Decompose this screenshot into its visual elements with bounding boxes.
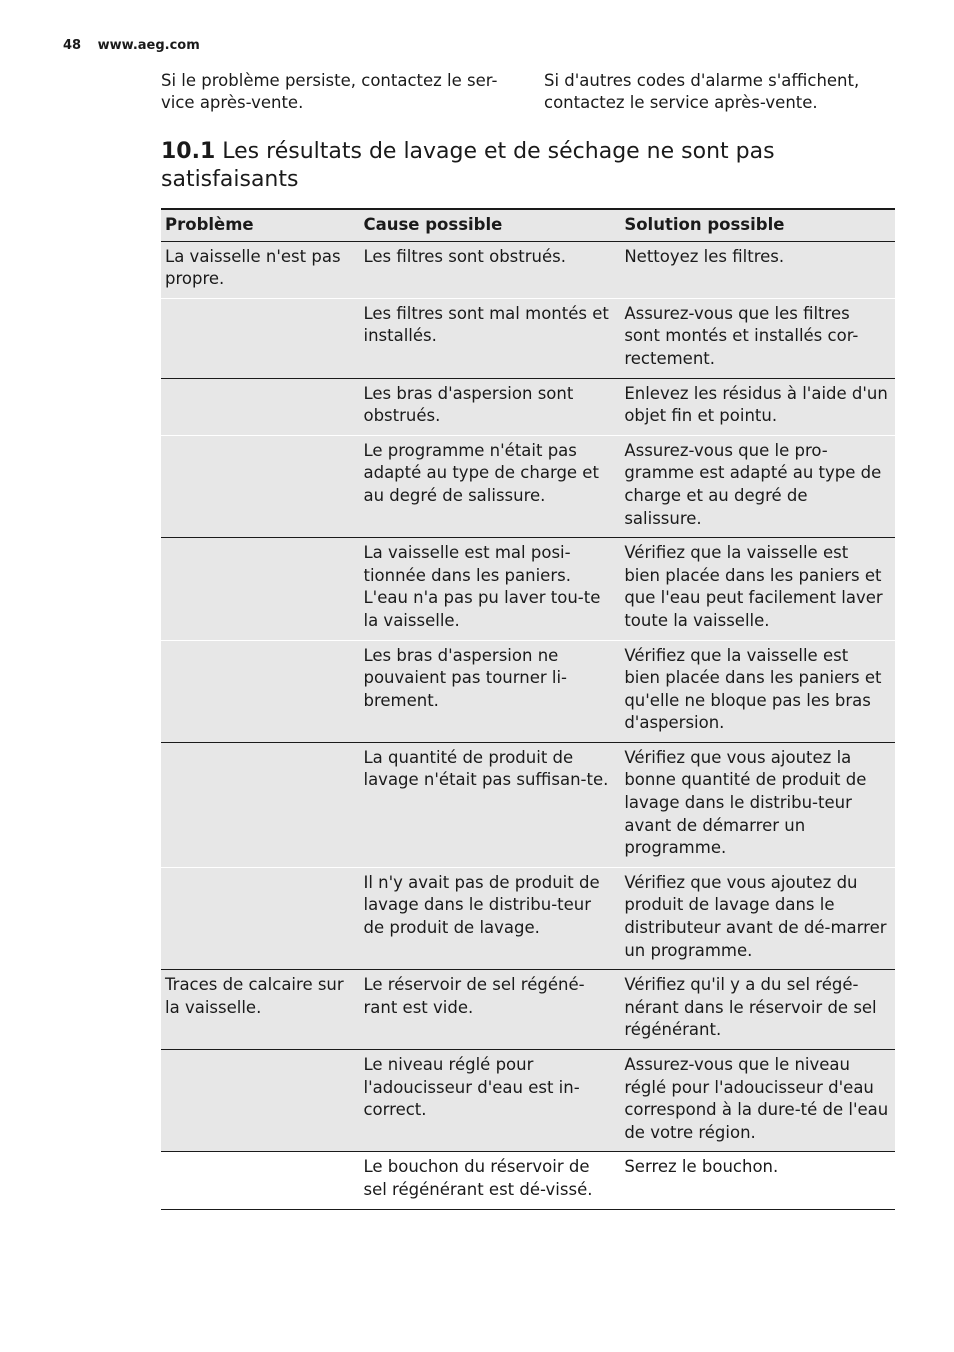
table-row: [161, 241, 895, 298]
cell-problem: [161, 538, 359, 640]
page-number: 48: [63, 38, 82, 53]
cell-cause: La vaisselle est mal posi-tionnée dans les paniers. L'eau n'a pas pu laver tou-te la vaisselle.: [363, 543, 601, 630]
cell-solution: Serrez le bouchon.: [624, 1157, 779, 1177]
table-row: [161, 867, 895, 969]
cell-cause: Il n'y avait pas de produit de lavage dans le distribu-teur de produit de lavage.: [363, 872, 600, 938]
cell-problem: [161, 867, 359, 969]
table-row: [161, 1050, 895, 1152]
cell-problem: Traces de calcaire sur la vaisselle.: [165, 975, 344, 1017]
cell-problem: [161, 1152, 359, 1209]
table-row: [161, 1152, 895, 1209]
cell-solution: Enlevez les résidus à l'aide d'un objet fin et pointu.: [624, 383, 888, 426]
cell-cause: La quantité de produit de lavage n'était pas suffisan-te.: [363, 747, 609, 790]
header-cause: Cause possible: [363, 215, 503, 234]
table-header-row: [161, 209, 895, 241]
cell-solution: Vérifiez que vous ajoutez du produit de lavage dans le distributeur avant de dé-marrer un programme.: [624, 872, 887, 960]
cell-solution: Vérifiez qu'il y a du sel régé-nérant dans le réservoir de sel régénérant.: [624, 975, 877, 1040]
page-header: [63, 38, 200, 53]
cell-problem: [161, 742, 359, 867]
cell-cause: Le bouchon du réservoir de sel régénérant est dé-vissé.: [363, 1157, 593, 1199]
table-row: [161, 742, 895, 867]
cell-cause: Le programme n'était pas adapté au type de charge et au degré de salissure.: [363, 440, 599, 505]
cell-problem: [161, 1050, 359, 1152]
cell-cause: Les bras d'aspersion ne pouvaient pas tourner li-brement.: [363, 645, 567, 710]
intro-right-text: Si d'autres codes d'alarme s'affichent, contactez le service après-vente.: [544, 71, 860, 112]
intro-left-text: Si le problème persiste, contactez le ser- vice après-vente.: [161, 71, 498, 112]
cell-cause: Les filtres sont mal montés et installés.: [363, 303, 609, 346]
table-row: [161, 970, 895, 1050]
table-row: [161, 640, 895, 742]
cell-solution: Assurez-vous que le niveau réglé pour l'adoucisseur d'eau correspond à la dure-té de l'eau de votre région.: [624, 1055, 889, 1142]
section-number: 10.1: [161, 139, 216, 164]
header-solution: Solution possible: [624, 215, 785, 234]
cell-solution: Assurez-vous que les filtres sont montés et installés cor-rectement.: [624, 303, 859, 368]
table-row: [161, 538, 895, 640]
cell-solution: Vérifiez que vous ajoutez la bonne quantité de produit de lavage dans le distribu-teur avant de démarrer un programme.: [624, 747, 867, 858]
cell-cause: Le niveau réglé pour l'adoucisseur d'eau est in-correct.: [363, 1055, 580, 1120]
cell-solution: Vérifiez que la vaisselle est bien placée dans les paniers et que l'eau peut facilement laver toute la vaisselle.: [624, 543, 883, 630]
header-problem: Problème: [165, 215, 254, 234]
cell-problem: [161, 378, 359, 435]
cell-solution: Vérifiez que la vaisselle est bien placée dans les paniers et qu'elle ne bloque pas les bras d'aspersion.: [624, 645, 882, 733]
cell-solution: Nettoyez les filtres.: [624, 246, 785, 266]
troubleshooting-table: [161, 208, 895, 1210]
table-row: [161, 435, 895, 537]
cell-problem: [161, 435, 359, 537]
cell-problem: [161, 640, 359, 742]
cell-cause: Les bras d'aspersion sont obstrués.: [363, 383, 574, 426]
section-title: [161, 138, 894, 194]
cell-cause: Le réservoir de sel régéné-rant est vide.: [363, 975, 585, 1017]
table-row: [161, 298, 895, 378]
cell-problem: [161, 298, 359, 378]
table-row: [161, 378, 895, 435]
cell-solution: Assurez-vous que le pro-gramme est adapté au type de charge et au degré de salissure.: [624, 440, 882, 528]
cell-cause: Les filtres sont obstrués.: [363, 246, 566, 266]
cell-problem: La vaisselle n'est pas propre.: [165, 246, 341, 289]
website-url[interactable]: www.aeg.com: [97, 38, 200, 53]
section-title-text: Les résultats de lavage et de séchage ne sont pas satisfaisants: [161, 139, 775, 192]
